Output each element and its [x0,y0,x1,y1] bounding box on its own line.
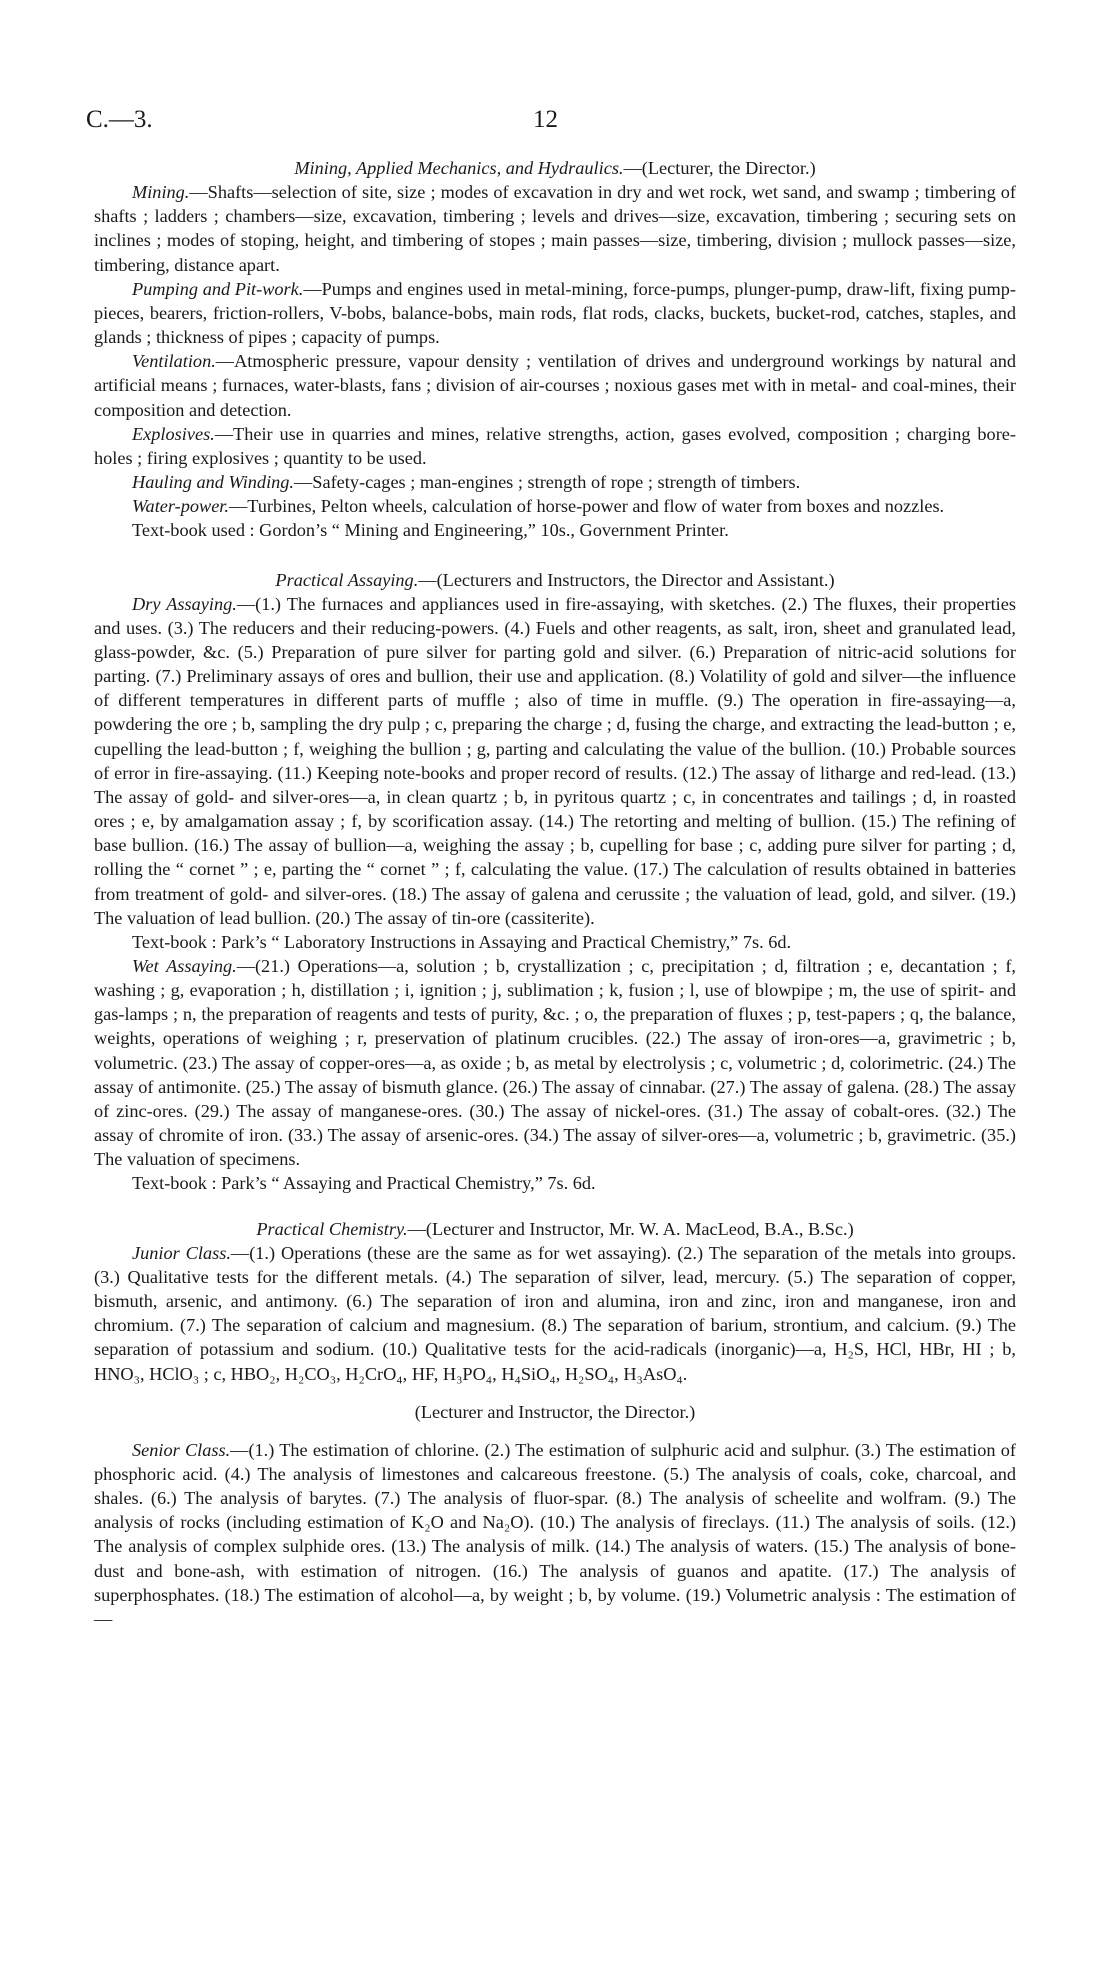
section-mining [94,156,1016,543]
paragraph-text: —(1.) The furnaces and appliances used in fire-assaying, with sketches. (2.) The fluxes, their properties and uses. (3.) The reducers and their reducing-powers. (4.) Fuels and other reagents, as salt, iron, sheet and granulated lead, glass-powder, &c. (5.) Preparation of pure silver for parting gold and silver. (6.) Preparation of nitric-acid solutions for parting. (7.) Preliminary assays of ores and bullion, their use and application. (8.) Volatility of gold and silver—the influence of different temperatures in different parts of muffle ; also of time in muffle. (9.) The operation in fire-assaying—a, powdering the ore ; b, sampling the dry pulp ; c, preparing the charge ; d, fusing the charge, and extracting the lead-button ; e, cupelling the lead-button ; f, weighing the bullion ; g, parting and calculating the value of the bullion. (10.) Probable sources of error in fire-assaying. (11.) Keeping note-books and proper record of results. (12.) The assay of litharge and red-lead. (13.) The assay of gold- and silver-ores—a, in clean quartz ; b, in pyritous quartz ; c, in concentrates and tailings ; d, in roasted ores ; e, by amalgamation assay ; f, by scorification assay. (14.) The retorting and melting of bullion. (15.) The refining of base bullion. (16.) The assay of bullion—a, weighing the assay ; b, cupelling for base ; c, adding pure silver for parting ; d, rolling the “ cornet ” ; e, parting the “ cornet ” ; f, calculating the value. (17.) The calculation of results obtained in batteries from treatment of gold- and silver-ores. (18.) The assay of galena and cerussite ; the valuation of lead, gold, and silver. (19.) The valuation of lead bullion. (20.) The assay of tin-ore (cassiterite). [94,593,1016,928]
paragraph-textbook [94,1171,1016,1195]
document-id: C.—3. [86,106,153,133]
section-heading [94,156,1016,180]
paragraph-title: Wet Assaying. [132,956,237,976]
paragraph-text: Text-book : Park’s “ Laboratory Instructions in Assaying and Practical Chemistry,” 7s. 6d. [132,931,792,952]
paragraph-textbook [94,518,1016,542]
paragraph-text: —(21.) Operations—a, solution ; b, crystallization ; c, precipitation ; d, filtration ; e, decantation ; f, washing ; g, evaporation ; h, distillation ; i, ignition ; j, sublimation ; k, fusion ; l, use of blowpipe ; m, the use of spirit- and gas-lamps ; n, the preparation of reagents and tests of purity, &c. ; o, the preparation of fluxes ; p, test-papers ; q, the balance, weights, operations of weighing ; r, preservation of platinum crucibles. (22.) The assay of iron-ores—a, gravimetric ; b, volumetric. (23.) The assay of copper-ores—a, as oxide ; b, as metal by electrolysis ; c, volumetric ; d, colorimetric. (24.) The assay of antimonite. (25.) The assay of bismuth glance. (26.) The assay of cinnabar. (27.) The assay of galena. (28.) The assay of zinc-ores. (29.) The assay of manganese-ores. (30.) The assay of nickel-ores. (31.) The assay of cobalt-ores. (32.) The assay of chromite of iron. (33.) The assay of arsenic-ores. (34.) The assay of silver-ores—a, volumetric ; b, gravimetric. (35.) The valuation of specimens. [94,956,1016,1170]
paragraph-title: Explosives. [132,423,215,444]
paragraph-junior-class [94,1241,1016,1386]
section-heading [94,1217,1016,1241]
paragraph-text: —Shafts—selection of site, size ; modes of excavation in dry and wet rock, wet sand, and swamp ; timbering of shafts ; ladders ; chambers—size, excavation, timbering ; levels and drives—size, excavation, timbering ; securing sets on inclines ; modes of stoping, height, and timbering of stopes ; main passes—size, timbering, division ; mullock passes—size, timbering, distance apart. [94,182,1016,275]
section-spacer [94,1424,1016,1438]
paragraph-text: —(1.) Operations (these are the same as for wet assaying). (2.) The separation of the metals into groups. (3.) Qualitative tests for the different metals. (4.) The separation of silver, lead, mercury. (5.) The separation of copper, bismuth, arsenic, and antimony. (6.) The separation of iron and alumina, iron and zinc, iron and manganese, iron and chromium. (7.) The separation of calcium and magnesium. (8.) The separation of barium, strontium, and calcium. (9.) The separation of potassium and sodium. (10.) Qualitative tests for the acid-radicals (inorganic)—a, H₂S, HCl, HBr, HI ; b, HNO₃, HClO₃ ; c, HBO₂, H₂CO₃, H₂CrO₄, HF, H₃PO₄, H₄SiO₄, H₂SO₄, H₃AsO₄. [94,1242,1017,1384]
paragraph-dry-assaying [94,592,1016,930]
paragraph-wet-assaying [94,954,1016,1171]
heading-lecturer: —(Lecturers and Instructors, the Director and Assistant.) [418,569,835,590]
paragraph-pumping [94,277,1016,349]
heading-title: Mining, Applied Mechanics, and Hydraulics. [294,158,624,178]
paragraph-title: Water-power. [132,496,229,517]
section-spacer [94,1196,1016,1217]
section-heading [94,568,1016,592]
section-assaying [94,568,1016,1196]
paragraph-water-power [94,494,1016,518]
senior-heading: (Lecturer and Instructor, the Director.) [414,1401,696,1422]
paragraph-explosives [94,422,1016,470]
paragraph-title: Ventilation. [132,351,216,372]
paragraph-ventilation [94,349,1016,421]
paragraph-title: Hauling and Winding. [132,472,294,493]
paragraph-text: —Safety-cages ; man-engines ; strength of rope ; strength of timbers. [294,472,801,493]
paragraph-text: Text-book : Park’s “ Assaying and Practical Chemistry,” 7s. 6d. [132,1173,596,1194]
page-body [94,156,1016,1631]
section-spacer [94,1386,1016,1400]
section-chemistry [94,1217,1016,1632]
page-number: 12 [533,106,558,133]
paragraph-title: Pumping and Pit-work. [132,278,304,299]
paragraph-text: —(1.) The estimation of chlorine. (2.) The estimation of sulphuric acid and sulphur. (3.) The estimation of phosphoric acid. (4.) The analysis of limestones and calcareous freestone. (5.) The analysis of coals, coke, charcoal, and shales. (6.) The analysis of barytes. (7.) The analysis of fluor-spar. (8.) The analysis of scheelite and wolfram. (9.) The analysis of rocks (including estimation of K₂O and Na₂O). (10.) The analysis of fireclays. (11.) The analysis of soils. (12.) The analysis of complex sulphide ores. (13.) The analysis of milk. (14.) The analysis of waters. (15.) The analysis of bone-dust and bone-ash, with estimation of nitrogen. (16.) The analysis of guanos and apatite. (17.) The analysis of superphosphates. (18.) The estimation of alcohol—a, by weight ; b, by volume. (19.) Volumetric analysis : The estimation of— [94,1439,1016,1629]
heading-lecturer: —(Lecturer, the Director.) [623,158,816,178]
paragraph-text: —Turbines, Pelton wheels, calculation of horse-power and flow of water from boxes and nozzles. [228,496,945,517]
paragraph-title: Senior Class. [132,1439,231,1460]
paragraph-hauling [94,470,1016,494]
paragraph-title: Junior Class. [132,1242,231,1263]
paragraph-mining [94,180,1016,277]
paragraph-senior-class [94,1438,1016,1631]
section-spacer [94,543,1016,568]
heading-title: Practical Chemistry. [256,1218,408,1239]
paragraph-title: Mining. [132,182,190,203]
paragraph-text: —Their use in quarries and mines, relative strengths, action, gases evolved, composition ; charging bore-holes ; firing explosives ; quantity to be used. [94,423,1016,468]
paragraph-title: Dry Assaying. [132,593,237,614]
heading-title: Practical Assaying. [275,569,419,590]
paragraph-text: —Pumps and engines used in metal-mining, force-pumps, plunger-pump, draw-lift, fixing pump-pieces, bearers, friction-rollers, V-bobs, balance-bobs, main rods, flat rods, clacks, buckets, bucket-rod, catches, staples, and glands ; thickness of pipes ; capacity of pumps. [94,278,1016,348]
paragraph-text: Text-book used : Gordon’s “ Mining and Engineering,” 10s., Government Printer. [132,520,729,541]
paragraph-text: —Atmospheric pressure, vapour density ; ventilation of drives and underground workings by natural and artificial means ; furnaces, water-blasts, fans ; division of air-courses ; noxious gases met with in metal- and coal-mines, their composition and detection. [94,351,1016,420]
heading-lecturer: —(Lecturer and Instructor, Mr. W. A. MacLeod, B.A., B.Sc.) [407,1218,854,1239]
paragraph-textbook [94,930,1016,954]
